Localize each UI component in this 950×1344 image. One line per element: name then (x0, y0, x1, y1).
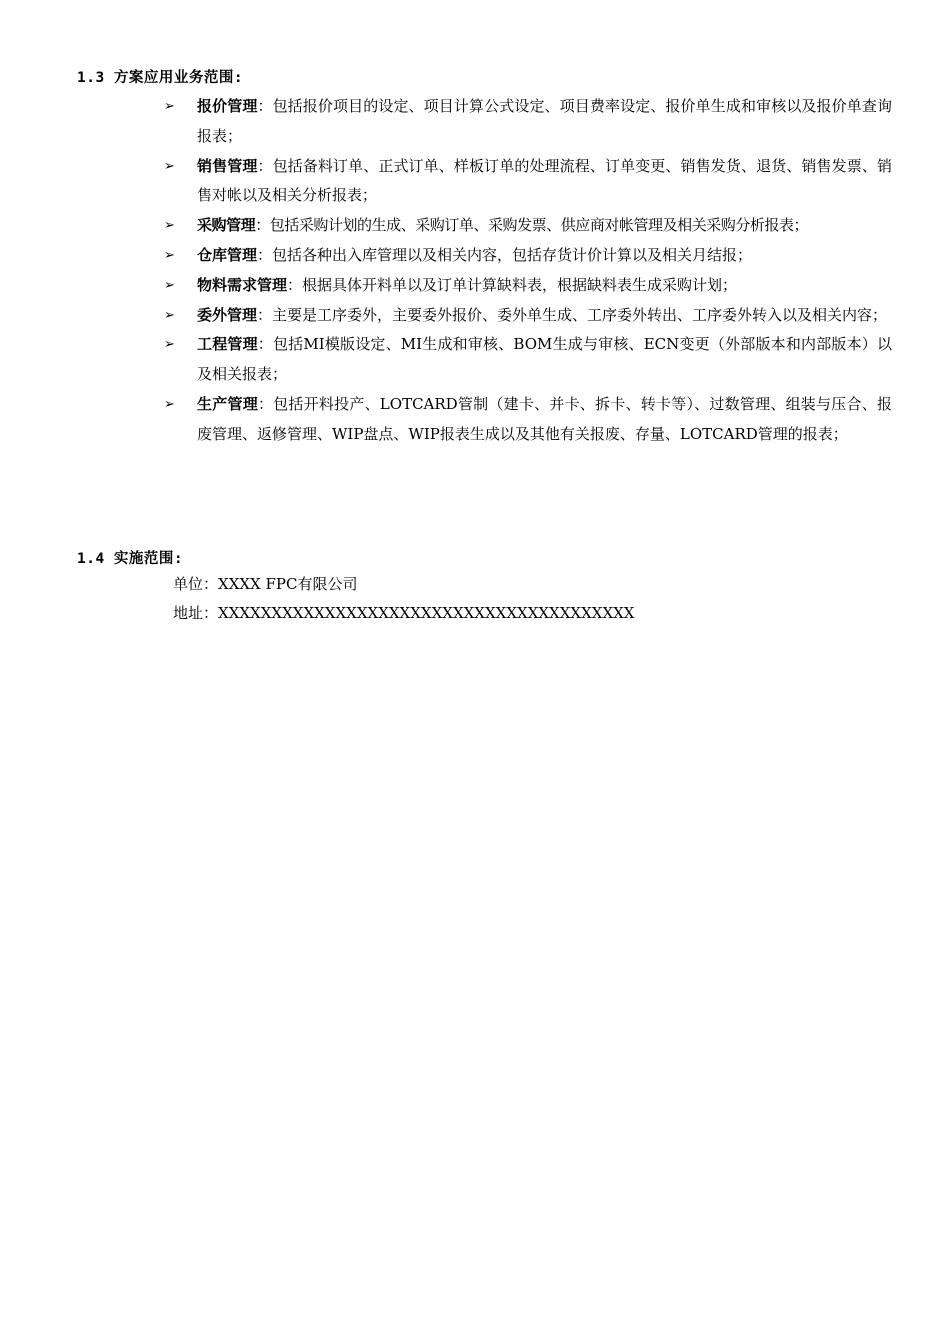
address-label: 地址： (173, 604, 219, 622)
arrow-bullet-icon: ➢ (164, 337, 175, 353)
item-term: 委外管理 (197, 305, 258, 324)
business-scope-list (162, 92, 892, 450)
section-heading-1-3: 1.3 方案应用业务范围: (77, 70, 244, 86)
item-text: ：主要是工序委外，主要委外报价、委外单生成、工序委外转出、工序委外转入以及相关内容； (257, 305, 888, 324)
list-item (162, 241, 892, 271)
arrow-bullet-icon: ➢ (164, 247, 175, 263)
arrow-bullet-icon: ➢ (164, 277, 175, 293)
arrow-bullet-icon: ➢ (164, 396, 175, 412)
item-term: 报价管理 (197, 97, 258, 115)
item-term: 仓库管理 (197, 245, 258, 264)
section-heading-1-4: 1.4 实施范围: (77, 551, 184, 567)
list-item (162, 330, 892, 390)
address-value: XXXXXXXXXXXXXXXXXXXXXXXXXXXXXXXXXXXXXXX (218, 604, 635, 622)
item-term: 生产管理 (197, 394, 258, 413)
arrow-bullet-icon: ➢ (164, 218, 175, 234)
item-text: ：包括报价项目的设定、项目计算公式设定、项目费率设定、报价单生成和审核以及报价单查询报表； (197, 97, 892, 145)
list-item (162, 211, 892, 241)
unit-label: 单位： (173, 575, 219, 593)
arrow-bullet-icon: ➢ (164, 99, 175, 114)
item-text: ：根据具体开料单以及订单计算缺料表，根据缺料表生成采购计划； (287, 275, 738, 294)
list-item (162, 92, 892, 152)
item-text: ：包括备料订单、正式订单、样板订单的处理流程、订单变更、销售发货、退货、销售发票、销售对帐以及相关分析报表； (197, 156, 892, 205)
item-term: 工程管理 (197, 335, 258, 354)
item-term: 物料需求管理 (197, 275, 288, 294)
item-text: ：包括采购计划的生成、采购订单、采购发票、供应商对帐管理及相关采购分析报表； (255, 216, 809, 235)
unit-line (173, 570, 357, 599)
list-item (162, 390, 892, 450)
arrow-bullet-icon: ➢ (164, 158, 175, 174)
list-item (162, 271, 892, 301)
list-item (162, 152, 892, 212)
unit-value: XXXX FPC有限公司 (218, 575, 358, 593)
list-item (162, 301, 892, 331)
item-text: ：包括MI模版设定、MI生成和审核、BOM生成与审核、ECN变更（外部版本和内部版本）以及相关报表； (197, 335, 892, 384)
address-line (173, 599, 635, 628)
item-term: 销售管理 (197, 156, 258, 175)
item-text: ：包括开料投产、LOTCARD管制（建卡、并卡、拆卡、转卡等）、过数管理、组装与压合、报废管理、返修管理、WIP盘点、WIP报表生成以及其他有关报废、存量、LOTCARD管理的报表； (197, 394, 892, 443)
item-text: ：包括各种出入库管理以及相关内容，包括存货计价计算以及相关月结报； (257, 245, 753, 264)
arrow-bullet-icon: ➢ (164, 307, 175, 323)
item-term: 采购管理 (197, 216, 256, 235)
